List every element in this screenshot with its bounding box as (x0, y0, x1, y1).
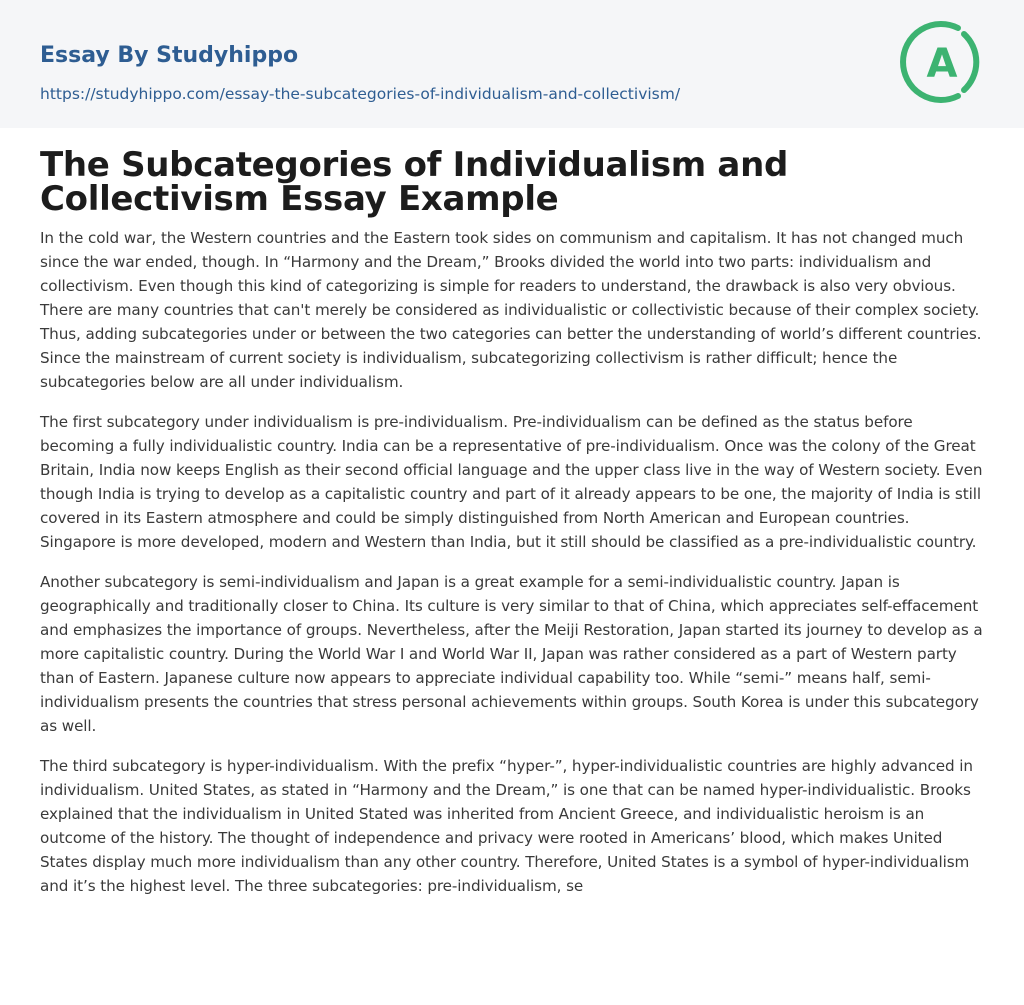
essay-paragraph: Another subcategory is semi-individualism and Japan is a great example for a semi-individualistic country. Japan is geographically and traditionally closer to China. Its culture is very similar to that of China, which appreciates self-effacement and emphasizes the importance of groups. Nevertheless, after the Meiji Restoration, Japan started its journey to develop as a more capitalistic country. During the World War I and World War II, Japan was rather considered as a part of Western party than of Eastern. Japanese culture now appears to appreciate individual capability too. While “semi-” means half, semi-individualism presents the countries that stress personal achievements within groups. South Korea is under this subcategory as well. (40, 573, 983, 735)
essay-paragraph: The third subcategory is hyper-individualism. With the prefix “hyper-”, hyper-individualistic countries are highly advanced in individualism. United States, as stated in “Harmony and the Dream,” is one that can be named hyper-individualistic. Brooks explained that the individualism in United Stated was inherited from Ancient Greece, and individualistic heroism is an outcome of the history. The thought of independence and privacy were rooted in Americans’ blood, which makes United States display much more individualism than any other country. Therefore, United States is a symbol of hyper-individualism and it’s the highest level. The three subcategories: pre-individualism, se (40, 757, 973, 895)
essay-paragraph: In the cold war, the Western countries and the Eastern took sides on communism and capitalism. It has not changed much since the war ended, though. In “Harmony and the Dream,” Brooks divided the world into two parts: individualism and collectivism. Even though this kind of categorizing is simple for readers to understand, the drawback is also very obvious. There are many countries that can't merely be considered as individualistic or collectivistic because of their complex society. Thus, adding subcategories under or between the two categories can better the understanding of world’s different countries. Since the mainstream of current society is individualism, subcategorizing collectivism is rather difficult; hence the subcategories below are all under individualism. (40, 229, 982, 391)
logo-letter: A (926, 41, 958, 87)
essay-content (0, 128, 1024, 898)
source-url-link[interactable]: https://studyhippo.com/essay-the-subcategories-of-individualism-and-collectivism/ (40, 85, 681, 103)
site-header (0, 0, 1024, 128)
essay-paragraph: The first subcategory under individualism is pre-individualism. Pre-individualism can be defined as the status before becoming a fully individualistic country. India can be a representative of pre-individualism. Once was the colony of the Great Britain, India now keeps English as their second official language and the upper class live in the way of Western society. Even though India is trying to develop as a capitalistic country and part of it already appears to be one, the majority of India is still covered in its Eastern atmosphere and could be simply distinguished from North American and European countries. Singapore is more developed, modern and Western than India, but it still should be classified as a pre-individualistic country. (40, 413, 983, 551)
site-title[interactable]: Essay By Studyhippo (40, 43, 299, 68)
studyhippo-logo-icon[interactable] (900, 20, 984, 104)
essay-title: The Subcategories of Individualism and Collectivism Essay Example (40, 145, 789, 219)
